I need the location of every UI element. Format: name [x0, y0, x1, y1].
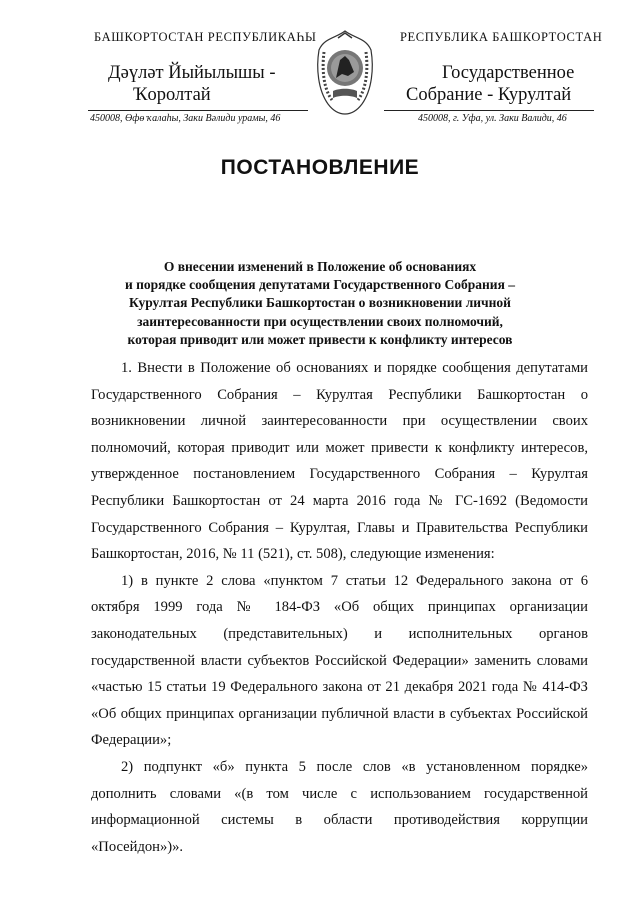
document-subject — [90, 258, 550, 349]
subject-line: которая приводит или может привести к конфликту интересов — [127, 331, 513, 347]
subject-line: заинтересованности при осуществлении своих полномочий, — [137, 313, 503, 329]
header-right-republic: РЕСПУБЛИКА БАШКОРТОСТАН — [400, 30, 603, 44]
header-right-name-line1: Государственное — [442, 63, 575, 83]
document-body — [91, 355, 588, 860]
header-left-name-line1: Дәүләт Йыйылышы - — [108, 63, 276, 83]
coat-of-arms-icon — [314, 28, 376, 116]
header-left-rule — [88, 110, 308, 111]
header-right-address: 450008, г. Уфа, ул. Заки Валиди, 46 — [418, 113, 567, 124]
header-left-republic: БАШКОРТОСТАН РЕСПУБЛИКАҺЫ — [94, 30, 317, 44]
document-title: ПОСТАНОВЛЕНИЕ — [220, 156, 420, 179]
header-left-name-line2: Ҡоролтай — [133, 85, 211, 105]
body-paragraph: 2) подпункт «б» пункта 5 после слов «в установленном порядке» дополнить словами «(в том числе с использованием государственной информационной системы в области противодействия коррупции «Посейдон»)». — [91, 758, 588, 855]
subject-line: и порядке сообщения депутатами Государственного Собрания – — [124, 277, 516, 293]
header-left-address: 450008, Өфө ҡалаһы, Заки Вәлиди урамы, 46 — [90, 113, 281, 124]
body-paragraph: 1) в пункте 2 слова «пунктом 7 статьи 12 Федерального закона от 6 октября 1999 года № 184-ФЗ «Об общих принципах организации законодательных (представительных) и исполнительных органов государственной власти субъектов Российской Федерации» заменить словами «частью 15 статьи 19 Федерального закона от 21 декабря 2021 года № 414-ФЗ «Об общих принципах организации публичной власти в субъектах Российской Федерации»; — [91, 572, 588, 749]
body-paragraph: 1. Внести в Положение об основаниях и порядке сообщения депутатами Государственного Собрания – Курултая Республики Башкортостан о возникновении личной заинтересованности при осуществлении своих полномочий, которая приводит или может привести к конфликту интересов, утвержденное постановлением Государственного Собрания – Курултая Республики Башкортостан от 24 марта 2016 года № ГС-1692 (Ведомости Государственного Собрания – Курултая, Главы и Правительства Республики Башкортостан, 2016, № 11 (521), ст. 508), следующие изменения: — [91, 360, 588, 563]
subject-line: О внесении изменений в Положение об основаниях — [163, 259, 477, 274]
header-right-rule — [384, 110, 594, 111]
subject-line: Курултая Республики Башкортостан о возникновении личной — [129, 295, 511, 311]
header-right-name-line2: Собрание - Курултай — [406, 85, 572, 105]
